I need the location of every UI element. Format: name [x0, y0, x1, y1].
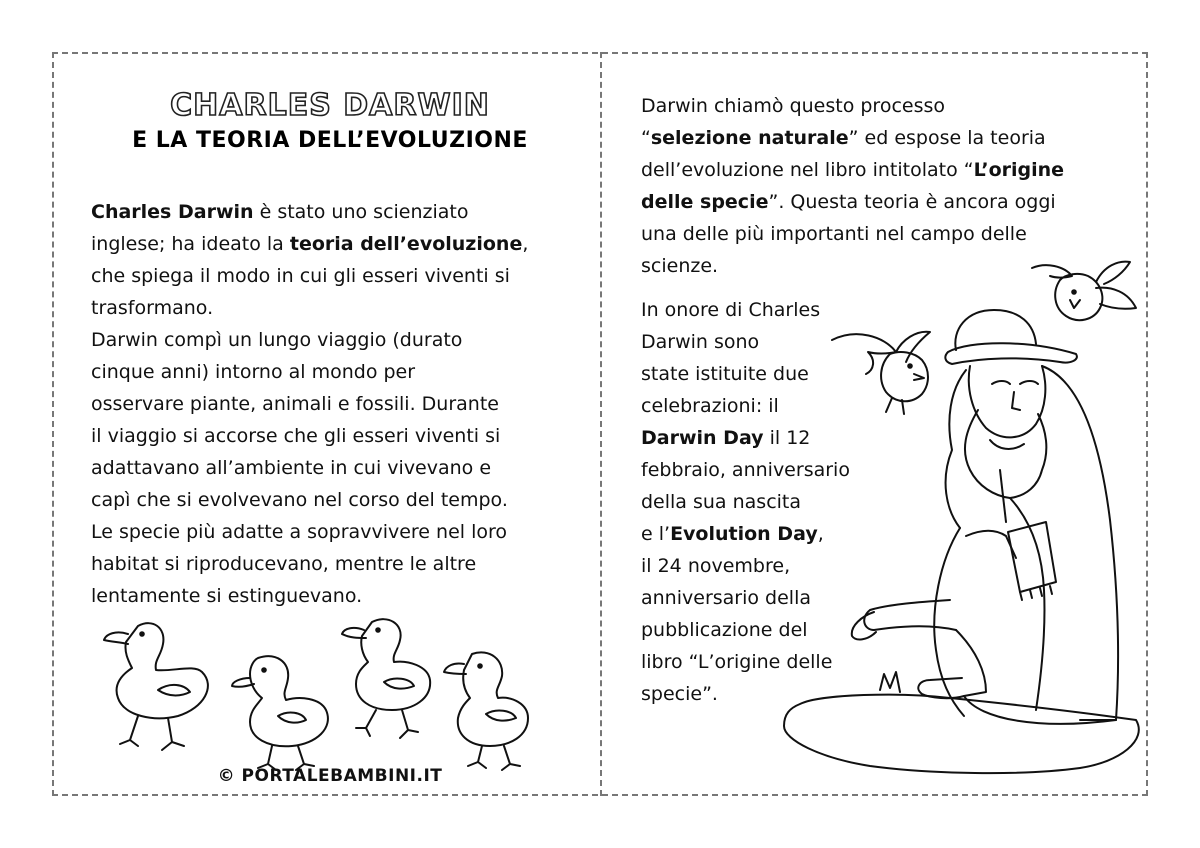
- text-span: ,: [522, 233, 529, 255]
- text-span: trasformano.: [91, 297, 214, 319]
- text-span: ,: [817, 523, 824, 545]
- text-span: una delle più importanti nel campo delle: [641, 223, 1027, 245]
- text-line: [91, 324, 571, 356]
- text-line: [91, 484, 571, 516]
- text-span: il 12: [763, 427, 811, 449]
- bold-term: Evolution Day: [670, 523, 818, 545]
- right-top-text: [641, 90, 1111, 282]
- text-line: [641, 154, 1111, 186]
- text-line: [91, 356, 571, 388]
- text-span: Le specie più adatte a sopravvivere nel loro: [91, 521, 507, 543]
- text-span: celebrazioni: il: [641, 395, 779, 417]
- text-span: è stato uno scienziato: [253, 201, 469, 223]
- bird-illustration-2: [1030, 258, 1140, 338]
- text-span: habitat si riproducevano, mentre le altre: [91, 553, 477, 575]
- text-span: anniversario della: [641, 587, 811, 609]
- copyright: © PORTALEBAMBINI.IT: [217, 766, 443, 786]
- title-subtitle: E LA TEORIA DELL’EVOLUZIONE: [132, 128, 528, 153]
- cloak: [1042, 366, 1118, 720]
- text-line: [91, 516, 571, 548]
- text-span: Darwin compì un lungo viaggio (durato: [91, 329, 463, 351]
- text-line: [91, 228, 571, 260]
- text-line: [91, 420, 571, 452]
- duck-illustration: [98, 612, 538, 772]
- bold-term: selezione naturale: [650, 127, 849, 149]
- ground: [784, 695, 1139, 773]
- text-line: [641, 90, 1111, 122]
- text-span: ” ed espose la teoria: [848, 127, 1046, 149]
- text-span: pubblicazione del: [641, 619, 808, 641]
- text-line: [91, 388, 571, 420]
- text-span: Darwin chiamò questo processo: [641, 95, 946, 117]
- text-line: [641, 122, 1111, 154]
- text-span: scienze.: [641, 255, 719, 277]
- duck-1: [104, 623, 208, 750]
- duck-3: [342, 619, 430, 738]
- text-span: capì che si evolvevano nel corso del tempo.: [91, 489, 508, 511]
- text-span: che spiega il modo in cui gli esseri viventi si: [91, 265, 510, 287]
- text-line: [91, 548, 571, 580]
- text-span: il 24 novembre,: [641, 555, 791, 577]
- text-span: lentamente si estinguevano.: [91, 585, 363, 607]
- text-span: febbraio, anniversario: [641, 459, 850, 481]
- text-span: e l’: [641, 523, 671, 545]
- bird-illustration: [826, 314, 946, 424]
- duck-4: [444, 652, 528, 770]
- text-span: il viaggio si accorse che gli esseri viventi si: [91, 425, 501, 447]
- duck-2: [232, 656, 328, 770]
- fold-divider: [600, 52, 602, 796]
- text-span: della sua nascita: [641, 491, 802, 513]
- text-span: Darwin sono: [641, 331, 760, 353]
- text-span: In onore di Charles: [641, 299, 821, 321]
- bold-term: teoria dell’evoluzione: [289, 233, 523, 255]
- title-main: CHARLES DARWIN: [170, 88, 490, 123]
- text-line: [91, 292, 571, 324]
- bold-term: delle specie: [641, 191, 769, 213]
- text-span: cinque anni) intorno al mondo per: [91, 361, 416, 383]
- text-span: adattavano all’ambiente in cui vivevano e: [91, 457, 492, 479]
- text-span: osservare piante, animali e fossili. Durante: [91, 393, 499, 415]
- text-span: inglese; ha ideato la: [91, 233, 290, 255]
- text-span: libro “L’origine delle: [641, 651, 833, 673]
- text-span: dell’evoluzione nel libro intitolato “: [641, 159, 974, 181]
- bold-term: Darwin Day: [641, 427, 764, 449]
- text-span: “: [641, 127, 651, 149]
- text-line: [641, 186, 1111, 218]
- text-span: specie”.: [641, 683, 718, 705]
- text-line: [91, 196, 571, 228]
- left-text: [91, 196, 571, 612]
- text-span: state istituite due: [641, 363, 809, 385]
- text-span: ”. Questa teoria è ancora oggi: [768, 191, 1056, 213]
- text-line: [91, 580, 571, 612]
- text-line: [91, 260, 571, 292]
- text-line: [91, 452, 571, 484]
- bold-term: L’origine: [973, 159, 1065, 181]
- text-line: [641, 218, 1111, 250]
- bold-term: Charles Darwin: [91, 201, 254, 223]
